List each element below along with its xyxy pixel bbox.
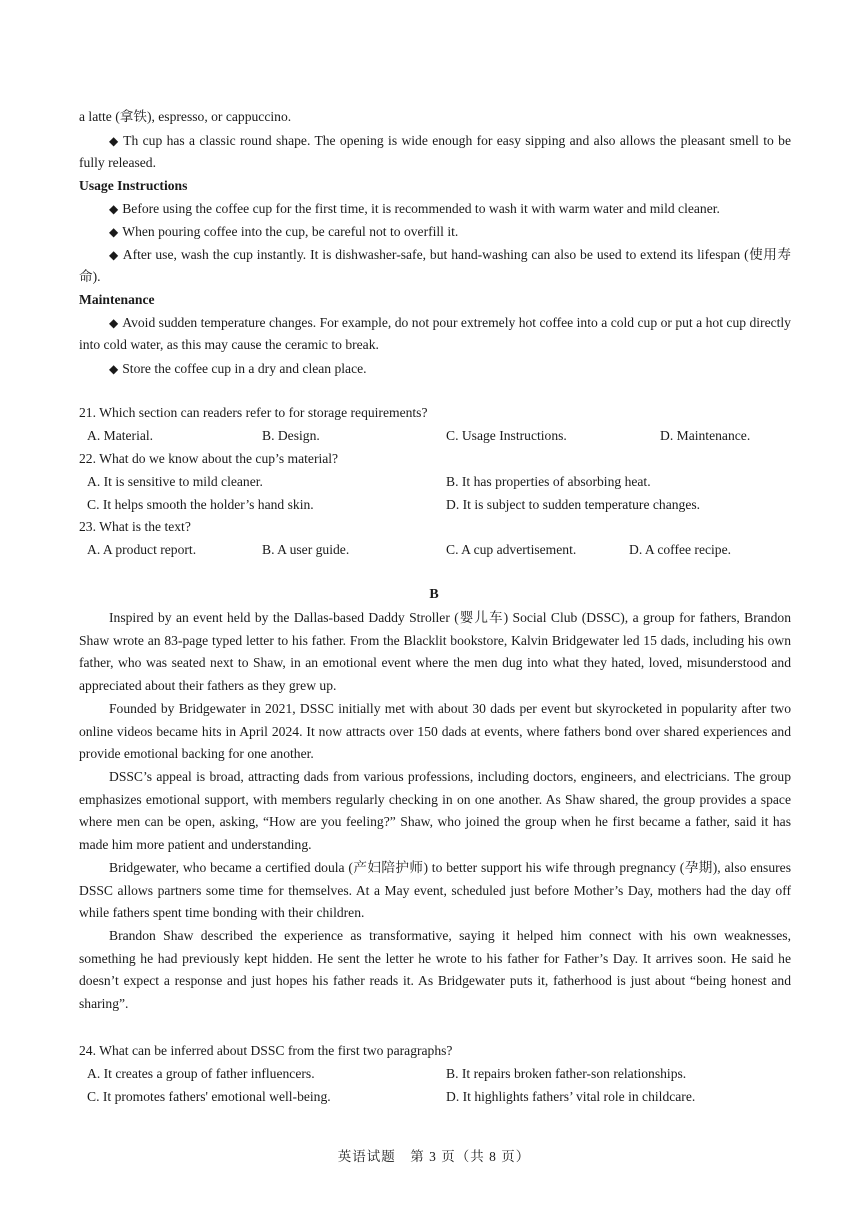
diamond-bullet-icon: ◆ (109, 202, 119, 216)
maintenance-bullet: ◆ Store the coffee cup in a dry and clean place. (109, 361, 367, 376)
answer-option[interactable]: C. It promotes fathers' emotional well-being. (87, 1089, 331, 1104)
design-continuation: a latte (拿铁), espresso, or cappuccino. (79, 109, 292, 124)
answer-option[interactable]: A. It is sensitive to mild cleaner. (87, 474, 263, 489)
usage-bullet: ◆ After use, wash the cup instantly. It is dishwasher-safe, but hand-washing can also be used to extend its lifespan (使用寿命). (79, 247, 791, 284)
maintenance-bullet: ◆ Avoid sudden temperature changes. For example, do not pour extremely hot coffee into a cold cup or put a hot cup directly into cold water, as this may cause the ceramic to break. (79, 315, 791, 352)
question-stem: 22. What do we know about the cup’s material? (79, 451, 339, 466)
answer-option[interactable]: A. It creates a group of father influencers. (87, 1066, 315, 1081)
answer-option[interactable]: C. Usage Instructions. (446, 428, 567, 443)
diamond-bullet-icon: ◆ (109, 134, 120, 148)
passage-paragraph: Bridgewater, who became a certified doula (产妇陪护师) to better support his wife through pregnancy (孕期), also ensures DSSC allows partners some time for themselves. At a May event, scheduled just before Mother’s Day, mothers had the day off while fathers spent time bonding with their children. (79, 860, 791, 921)
answer-option[interactable]: B. Design. (262, 428, 320, 443)
answer-option[interactable]: B. It has properties of absorbing heat. (446, 474, 651, 489)
question-stem: 24. What can be inferred about DSSC from the first two paragraphs? (79, 1043, 453, 1058)
section-title: B (429, 587, 439, 602)
answer-option[interactable]: C. It helps smooth the holder’s hand skin. (87, 497, 314, 512)
diamond-bullet-icon: ◆ (109, 316, 119, 330)
usage-bullet: ◆ When pouring coffee into the cup, be careful not to overfill it. (109, 224, 459, 239)
diamond-bullet-icon: ◆ (109, 225, 119, 239)
answer-option[interactable]: C. A cup advertisement. (446, 542, 577, 557)
passage-paragraph: Founded by Bridgewater in 2021, DSSC initially met with about 30 dads per event but skyrocketed in popularity after two online videos became hits in April 2024. It now attracts over 150 dads at events, where fathers bond over shared experiences and provide emotional backing for one another. (79, 701, 791, 762)
answer-option[interactable]: D. It highlights fathers’ vital role in childcare. (446, 1089, 696, 1104)
diamond-bullet-icon: ◆ (109, 362, 119, 376)
usage-heading: Usage Instructions (79, 178, 188, 193)
page-footer: 英语试题 第 3 页（共 8 页） (337, 1149, 531, 1164)
passage-paragraph: DSSC’s appeal is broad, attracting dads from various professions, including doctors, engineers, and electricians. The group emphasizes emotional support, with members regularly checking in on one another. As Shaw shared, the group provides a space where men can be open, asking, “How are you feeling?” Shaw, who joined the group when he first became a father, said it has made him more patient and understanding. (79, 769, 791, 852)
answer-option[interactable]: A. A product report. (87, 542, 197, 557)
answer-option[interactable]: D. It is subject to sudden temperature changes. (446, 497, 701, 512)
answer-option[interactable]: B. A user guide. (262, 542, 350, 557)
passage-paragraph: Inspired by an event held by the Dallas-based Daddy Stroller (婴儿车) Social Club (DSSC), a group for fathers, Brandon Shaw wrote an 83-page typed letter to his father. From the Blacklit bookstore, Kalvin Bridgewater led 15 dads, including his own father, who was seated next to Shaw, in an emotional event where the men dug into what they hated, loved, misunderstood and appreciated about their fathers as they grew up. (79, 610, 791, 693)
question-stem: 23. What is the text? (79, 519, 191, 534)
answer-option[interactable]: B. It repairs broken father-son relationships. (446, 1066, 687, 1081)
question-stem: 21. Which section can readers refer to for storage requirements? (79, 405, 428, 420)
passage-paragraph: Brandon Shaw described the experience as transformative, saying it helped him connect with his own weaknesses, something he had previously kept hidden. He sent the letter he wrote to his father for Father’s Day. It arrives soon. He said he doesn’t expect a response and just hopes his father reads it. As Bridgewater puts it, fatherhood is just about “being honest and sharing”. (79, 928, 791, 1011)
maintenance-heading: Maintenance (79, 292, 155, 307)
usage-bullet: ◆ Before using the coffee cup for the first time, it is recommended to wash it with warm water and mild cleaner. (109, 201, 720, 216)
design-bullet: ◆ Th cup has a classic round shape. The opening is wide enough for easy sipping and also allows the pleasant smell to be fully released. (79, 133, 791, 170)
answer-option[interactable]: D. A coffee recipe. (629, 542, 732, 557)
answer-option[interactable]: D. Maintenance. (660, 428, 751, 443)
answer-option[interactable]: A. Material. (87, 428, 154, 443)
diamond-bullet-icon: ◆ (109, 248, 119, 262)
